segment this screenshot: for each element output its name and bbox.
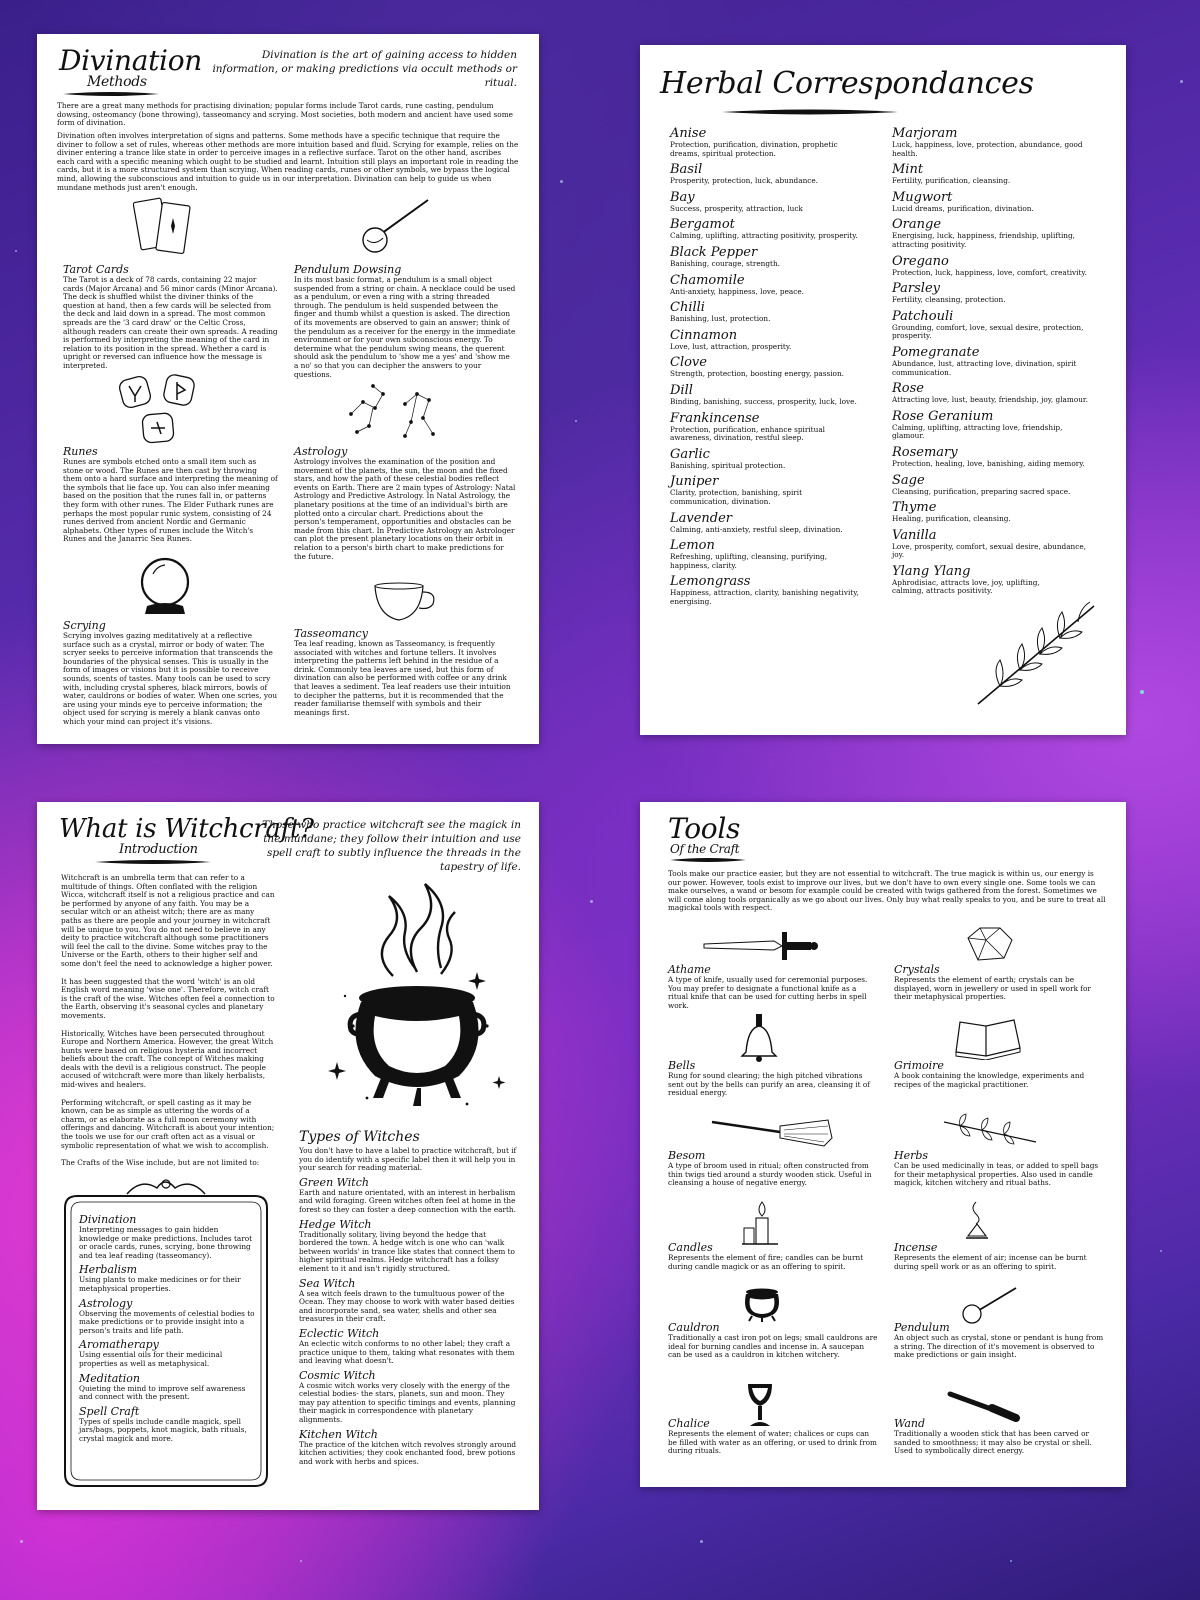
page-subtitle: Of the Craft (670, 842, 740, 856)
incense-icon (962, 1200, 992, 1240)
bell-icon (736, 1012, 784, 1062)
section-text: Scrying involves gazing meditatively at a reflective surface such as a crystal, mirror or body of water. The scryer seeks to perceive information that transcends the boundaries of the physical senses. This is usually in the form of images or visions but it is possible to receive sounds, scents of tastes. Many tools can be used to scry with, including crystal spheres, black mirrors, bowls of water, cauldrons or bodies of water. When one scries, you are using your minds eye to perceive information; the object used for scrying is merely a blank canvas onto which your mind can project it's visions. (63, 631, 278, 726)
herb-item: Lemongrass Happiness, attraction, clarity, banishing negativity, energising. (670, 574, 859, 606)
herb-item: Cinnamon Love, lust, attraction, prosperity. (670, 327, 792, 351)
section-title: Pendulum Dowsing (294, 263, 402, 276)
tools-page (640, 802, 1126, 1487)
herb-item: Chilli Banishing, lust, protection. (670, 300, 771, 324)
page-subtitle: Introduction (119, 842, 198, 857)
title-flourish (61, 90, 161, 98)
herb-item: Ylang Ylang Aphrodisiac, attracts love, joy, uplifting, calming, attracts positivity. (892, 563, 1040, 596)
pendulum-icon (353, 196, 433, 256)
herb-item: Juniper Clarity, protection, banishing, spirit communication, divination. (670, 474, 803, 506)
cauldron-icon (740, 1286, 784, 1322)
craft-item: Spell Craft Types of spells include candle magick, spell jars/bags, poppets, knot magick, bath rituals, crystal magick and more. (79, 1404, 247, 1443)
tool-item: Besom A type of broom used in ritual; often constructed from thin twigs tied around a sturdy wooden stick. Useful in cleansing a house of negative energy. (668, 1149, 872, 1188)
cauldron-icon (317, 876, 517, 1114)
section-scrying (63, 618, 278, 727)
section-text: The Tarot is a deck of 78 cards, containing 22 major cards (Major Arcana) and 56 minor cards (Minor Arcana). The deck is shuffled whilst the diviner thinks of the question at hand, then a few cards will be selected from the deck and laid down in a spread. The most common spreads are the '3 card draw' or the Celtic Cross, although readers can create their own spreads. A reading is performed by interpreting the meaning of the card in relation to its position in the spread. Whether a card is upright or reversed can influence how the message is interpreted. (63, 275, 278, 370)
tool-item: Bells Rung for sound clearing; the high pitched vibrations sent out by the bells can purify an area, cleansing it of residual energy. (668, 1059, 871, 1098)
herb-item: Marjoram Luck, happiness, love, protection, abundance, good health. (892, 126, 1083, 158)
section-title: Runes (63, 445, 98, 458)
herb-item: Mugwort Lucid dreams, purification, divination. (892, 189, 1034, 213)
intro-paragraph: Performing witchcraft, or spell casting as it may be known, can be as simple as uttering the words of a charm, or as elaborate as a full moon ceremony with offerings and dancing. Witchcraft is about your intention; the tools we use for our craft often act as a visual or symbolic representation of what we wish to accomplish. (61, 1097, 275, 1150)
tool-item: Cauldron Traditionally a cast iron pot on legs; small cauldrons are ideal for burning candles and incense in. A saucepan can be used as a cauldron in kitchen witchery. (668, 1321, 878, 1360)
section-tarot (63, 262, 278, 371)
crafts-list (79, 1212, 259, 1444)
tool-item: Crystals Represents the element of earth; crystals can be displayed, worn in jewellery or used in spell work for their metaphysical properties. (894, 963, 1091, 1002)
crystal-icon (962, 924, 1016, 964)
herb-item: Lavender Calming, anti-anxiety, restful sleep, divination. (670, 510, 843, 534)
herb-item: Mint Fertility, purification, cleansing. (892, 162, 1011, 186)
section-title: Types of Witches (299, 1129, 420, 1145)
intro-paragraph: The Crafts of the Wise include, but are not limited to: (61, 1158, 260, 1168)
herb-item: Pomegranate Abundance, lust, attracting love, divination, spirit communication. (892, 344, 1077, 377)
section-text: Astrology involves the examination of the position and movement of the planets, the sun, the moon and the fixed stars, and how the path of these celestial bodies reflect events on Earth. There are 2 main types of Astrology: Natal Astrology and Predictive Astrology. In Natal Astrology, the planetary positions at the time of an individual's birth are plotted onto a circular chart. Predictions about the person's temperament, opportunities and obstacles can be made from this chart. In Predictive Astrology an Astrologer can plot the present planetary locations on their orbit in relation to a person's birth chart to make predictions for the future. (294, 457, 516, 561)
intro-paragraph: Historically, Witches have been persecuted throughout Europe and Northern America. However, the great Witch hunts were based on religious hysteria and incorrect beliefs about the craft. The concept of Witches making deals with the devil is a religious construct. The people accused of witchcraft were more than likely herbalists, mid-wives and healers. (61, 1028, 274, 1090)
section-title: Tarot Cards (63, 263, 129, 276)
herb-item: Oregano Protection, luck, happiness, love, comfort, creativity. (892, 253, 1087, 277)
tool-item: Athame A type of knife, usually used for ceremonial purposes. You may prefer to designate a functional knife as a ritual knife that can be used for cutting herbs in spell work. (668, 963, 868, 1010)
craft-item: Meditation Quieting the mind to improve self awareness and connect with the present. (79, 1371, 246, 1402)
section-title: Astrology (294, 445, 348, 458)
witch-type-item: Eclectic Witch An eclectic witch conforms to no other label; they craft a practice unique to them, taking what resonates with them and leaving what doesn't. (299, 1326, 515, 1366)
section-text: In its most basic format, a pendulum is a small object suspended from a string or chain. A necklace could be used as a pendulum, or even a ring with a string threaded through. The pendulum is held suspended between the finger and thumb whilst a question is asked. The direction of its movements are observed to gain an answer; think of the pendulum as a receiver for the energy in the immediate environment or for your own subconscious energy. To determine what the pendulum swing means, the querent should ask the pendulum to 'show me a yes' and 'show me a no' so that you can decipher the answers to your questions. (294, 275, 516, 379)
herb-item: Parsley Fertility, cleansing, protection. (892, 281, 1006, 305)
herb-icon (940, 1112, 1040, 1152)
witch-type-item: Green Witch Earth and nature orientated, with an interest in herbalism and wild foraging. Green witches often feel at home in the forest so they can foster a deep connection with the earth. (299, 1175, 516, 1214)
section-title: Scrying (63, 619, 106, 632)
section-astrology (294, 444, 516, 561)
section-tasseomancy (294, 626, 516, 717)
intro-paragraph: Divination often involves interpretation of signs and patterns. Some methods have a specific technique that require the diviner to follow a set of rules, whereas other methods are more intuition based and fluid. Scrying for example, relies on the diviner entering a trance like state in order to perceive images in a reflective surface. Tarot on the other hand, ascribes each card with a specific meaning which ought to be studied and learnt. Intuition still plays an important role in reading the cards, but it is a more structured system than scrying. When reading cards, runes or other symbols, we bypass the logical mind, allowing the subconscious and intuition to guide us in our interpretation. Divination can help to guide us when mundane methods just aren't enough. (57, 131, 519, 192)
herb-item: Patchouli Grounding, comfort, love, sexual desire, protection, prosperity. (892, 308, 1084, 341)
tarot-cards-icon (133, 194, 195, 264)
herb-list-right (892, 127, 1097, 596)
witch-type-item: Cosmic Witch A cosmic witch works very closely with the energy of the celestial bodies- the stars, planets, sun and moon. They may pay attention to specific timings and events, planning their magick in correspondence with planetary alignments. (299, 1368, 516, 1425)
herbal-page (640, 45, 1126, 735)
page-title: Herbal Correspondances (660, 66, 1034, 101)
title-flourish (668, 856, 748, 864)
herb-item: Sage Cleansing, purification, preparing sacred space. (892, 472, 1071, 496)
tool-item: Pendulum An object such as crystal, stone or pendant is hung from a string. The direction of it's movement is observed to make predictions or gain insight. (894, 1321, 1104, 1360)
herb-item: Thyme Healing, purification, cleansing. (892, 500, 1011, 524)
intro-paragraph: Tools make our practice easier, but they are not essential to witchcraft. The true magick is within us, our energy is our power. However, tools exist to improve our lives, but we don't have to own every single one. Some tools we can make ourselves, a wand or besom for example could be created with twigs gathered from the forest. Sometimes we will come along tools organically as we go about our lives. Only buy what really speaks to you, and be sure to treat all magickal tools with respect. (668, 869, 1106, 913)
herb-item: Lemon Refreshing, uplifting, cleansing, purifying, happiness, clarity. (670, 538, 828, 570)
tool-item: Grimoire A book containing the knowledge, experiments and recipes of the magickal practitioner. (894, 1059, 1085, 1089)
section-title: Tasseomancy (294, 627, 368, 640)
section-intro: You don't have to have a label to practice witchcraft, but if you do identify with a specific label then it will help you in your search for reading material. (299, 1146, 517, 1173)
tool-item: Candles Represents the element of fire; candles can be burnt during candle magick or as an offering to spirit. (668, 1241, 864, 1271)
crystal-ball-icon (137, 556, 193, 618)
constellation-icon (343, 374, 453, 444)
title-flourish (720, 107, 900, 117)
broom-icon (710, 1114, 834, 1150)
herb-item: Clove Strength, protection, boosting energy, passion. (670, 355, 844, 379)
herb-item: Bay Success, prosperity, attraction, luck (670, 189, 803, 213)
herb-item: Orange Energising, luck, happiness, friendship, uplifting, attracting positivity. (892, 217, 1075, 249)
witchcraft-page (37, 802, 539, 1510)
section-pendulum (294, 262, 516, 379)
page-title: What is Witchcraft? (59, 814, 314, 844)
witch-type-item: Sea Witch A sea witch feels drawn to the tumultuous power of the Ocean. They may choose to work with water based deities and incorporate sand, sea water, shells and other sea treasures in their craft. (299, 1276, 515, 1324)
intro-paragraph: There are a great many methods for practising divination; popular forms include Tarot cards, rune casting, pendulum dowsing, osteomancy (bone throwing), tasseomancy and scrying. Most societies, both modern and ancient have used some form of divination. (57, 101, 513, 128)
tool-item: Chalice Represents the element of water; chalices or cups can be filled with water as an offering, or used to drink from during rituals. (668, 1417, 877, 1456)
herb-item: Chamomile Anti-anxiety, happiness, love, peace. (670, 272, 804, 296)
page-quote: Divination is the art of gaining access to hidden information, or making predictions via occult methods or ritual. (212, 49, 517, 89)
craft-item: Astrology Observing the movements of celestial bodies to make predictions or to provide insight into a person's traits and life path. (79, 1296, 255, 1335)
book-icon (952, 1016, 1026, 1060)
herb-item: Anise Protection, purification, divination, prophetic dreams, spiritual protection. (670, 126, 838, 158)
herb-item: Garlic Banishing, spiritual protection. (670, 446, 786, 470)
section-text: Tea leaf reading, known as Tasseomancy, is frequently associated with witches and fortune tellers. It involves interpreting the patterns left behind in the residue of a drink. Commonly tea leaves are used, but this form of divination can also be performed with coffee or any drink that leaves a sediment. Tea leaf readers use their intuition to decipher the patterns, but it is recommended that the reader familiarise themself with symbols and their meanings first. (294, 639, 511, 717)
tool-item: Incense Represents the element of air; incense can be burnt during spell work or as an offering to spirit. (894, 1241, 1087, 1271)
page-title: Tools (668, 812, 741, 845)
dagger-icon (700, 928, 820, 964)
witch-type-item: Kitchen Witch The practice of the kitchen witch revolves strongly around kitchen activities; they cook enchanted food, brew potions and work with herbs and spices. (299, 1427, 517, 1466)
page-quote: Those who practice witchcraft see the magick in the mundane; they follow their intuition and use spell craft to subtly influence the threads in the tapestry of life. (262, 819, 521, 873)
herb-item: Rosemary Protection, healing, love, banishing, aiding memory. (892, 444, 1085, 468)
section-runes (63, 444, 278, 544)
herb-item: Frankincense Protection, purification, enhance spiritual awareness, divination, restful sleep. (670, 410, 825, 443)
section-text: Runes are symbols etched onto a small item such as stone or wood. The Runes are then cast by throwing them onto a hard surface and interpreting the meaning of the symbols that lie face up. You can also infer meaning based on the position that the runes fall in, or patterns they form with other runes. The Elder Futhark runes are perhaps the most popular runic system, consisting of 24 runes derived from ancient Nordic and Germanic alphabets. Other types of runes include the Witch's Runes and the Janarric Sea Runes. (63, 457, 278, 544)
teacup-icon (369, 580, 443, 628)
witch-type-item: Hedge Witch Traditionally solitary, living beyond the hedge that bordered the town. A hedge witch is one who can 'walk between worlds' in trance like states that connect them to higher spiritual realms. Hedge witchcraft has a folksy element to it and isn't rigidly structured. (299, 1217, 515, 1273)
craft-item: Divination Interpreting messages to gain hidden knowledge or make predictions. Includes tarot or oracle cards, runes, scrying, bone throwing and tea leaf reading (tasseomancy). (79, 1213, 253, 1260)
pendulum-icon (958, 1284, 1018, 1324)
herb-item: Vanilla Love, prosperity, comfort, sexual desire, abundance, joy. (892, 527, 1086, 560)
herb-sprig-icon (970, 600, 1100, 710)
tool-item: Herbs Can be used medicinally in teas, or added to spell bags for their metaphysical properties. Also used in candle magick, kitchen witchery and ritual baths. (894, 1149, 1099, 1188)
herb-item: Dill Binding, banishing, success, prosperity, luck, love. (670, 382, 857, 406)
intro-paragraph: Witchcraft is an umbrella term that can refer to a multitude of things. Often conflated with the religion Wicca, witchcraft itself is not a religious practice and can be performed by anyone of any faith. You may be a secular witch or an atheist witch; there are as many paths as there are people and your journey in witchcraft will be unique to you. You do not need to believe in any deity to practice witchcraft although some practitioners will feel the call to the divine. Some witches pray to the Universe or the Earth, others to their higher self and some don't feel the need to acknowledge a higher power. (61, 873, 275, 968)
page-subtitle: Methods (87, 74, 147, 90)
craft-item: Herbalism Using plants to make medicines or for their metaphysical properties. (79, 1263, 241, 1293)
herb-item: Bergamot Calming, uplifting, attracting positivity, prosperity. (670, 217, 858, 241)
divination-page (37, 34, 539, 744)
intro-column (61, 874, 276, 1168)
herb-item: Rose Attracting love, lust, beauty, friendship, joy, glamour. (892, 381, 1088, 405)
runes-icon (117, 372, 217, 448)
herb-item: Rose Geranium Calming, uplifting, attracting love, friendship, glamour. (892, 408, 1063, 441)
herb-list-left (670, 127, 860, 606)
types-of-witches (299, 1130, 517, 1466)
craft-item: Aromatherapy Using essential oils for their medicinal properties as well as metaphysical. (79, 1338, 223, 1368)
page-title: Divination (59, 44, 203, 77)
intro-paragraph: It has been suggested that the word 'witch' is an old English word meaning 'wise one'. Therefore, witch craft is the craft of the wise. Witches often feel a connection to the Earth, observing it's seasonal cycles and planetary movements. (61, 976, 275, 1020)
title-flourish (93, 858, 213, 866)
tool-item: Wand Traditionally a wooden stick that has been carved or sanded to smoothness; it may also be crystal or shell. Used to symbolically direct energy. (894, 1417, 1092, 1456)
herb-item: Basil Prosperity, protection, luck, abundance. (670, 162, 819, 186)
herb-item: Black Pepper Banishing, courage, strength. (670, 244, 780, 268)
